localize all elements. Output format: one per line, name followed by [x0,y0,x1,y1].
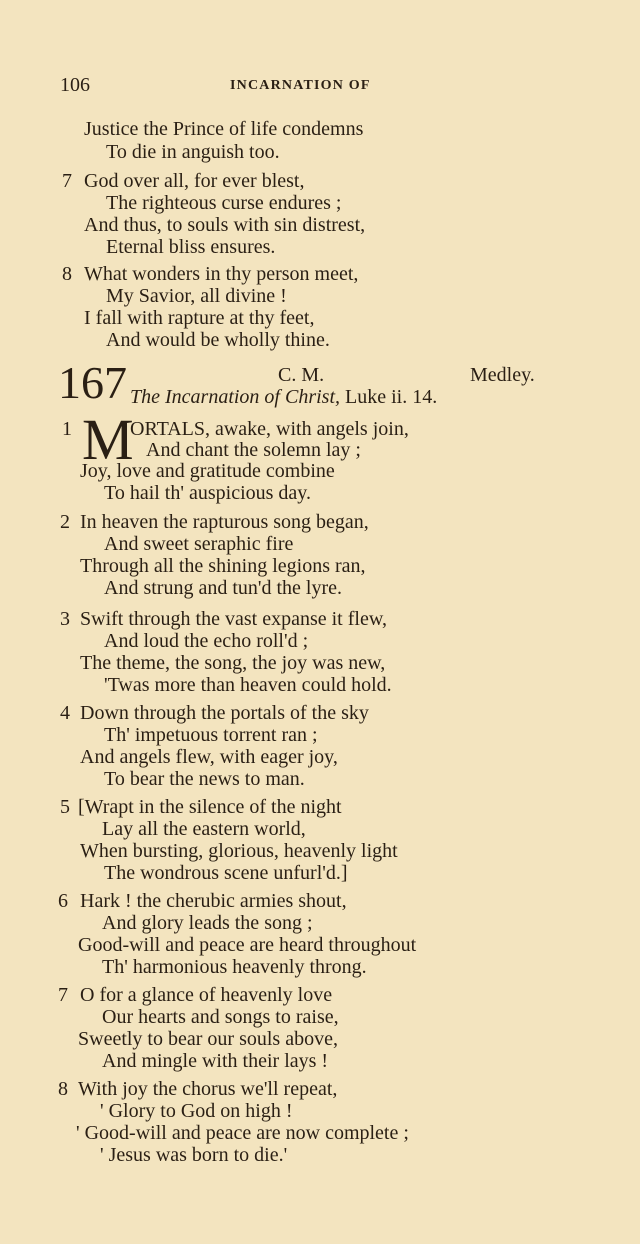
hymn-meter: C. M. [278,364,325,386]
verse-number: 1 [62,418,72,440]
verse-line: ORTALS, awake, with angels join, [130,418,409,440]
verse-number: 5 [60,796,70,818]
verse-number: 8 [62,263,72,285]
hymn-tune: Medley. [470,364,535,386]
verse-line: And mingle with their lays ! [102,1050,329,1072]
verse-line: The theme, the song, the joy was new, [80,652,386,674]
verse-line: 'Twas more than heaven could hold. [104,674,392,696]
verse-line: What wonders in thy person meet, [84,263,359,285]
hymn-subtitle-title: The Incarnation of Christ, [130,386,341,408]
verse-line: With joy the chorus we'll repeat, [78,1078,338,1100]
verse-line: The wondrous scene unfurl'd.] [104,862,348,884]
verse-line: And strung and tun'd the lyre. [104,577,343,599]
hymn-subtitle [130,386,437,409]
verse-line: In heaven the rapturous song began, [80,511,369,533]
page-header [60,74,560,100]
verse-number: 7 [62,170,72,192]
verse-number: 7 [58,984,68,1006]
verse-line: The righteous curse endures ; [106,192,342,214]
verse-line: When bursting, glorious, heavenly light [80,840,398,862]
verse-line: Down through the portals of the sky [80,702,369,724]
verse-line: Eternal bliss ensures. [106,236,276,258]
verse-line: And chant the solemn lay ; [146,439,361,461]
verse-line: Swift through the vast expanse it flew, [80,608,387,630]
verse-line: Justice the Prince of life condemns [84,118,364,140]
verse-line: And thus, to souls with sin distrest, [84,214,366,236]
verse-line: To bear the news to man. [104,768,305,790]
verse-line: And would be wholly thine. [106,329,330,351]
verse-line: Good-will and peace are heard throughout [78,934,417,956]
verse-line: I fall with rapture at thy feet, [84,307,315,329]
verse-line: To hail th' auspicious day. [104,482,311,504]
verse-line: Our hearts and songs to raise, [102,1006,339,1028]
drop-cap: M [82,407,134,472]
verse-line: And sweet seraphic fire [104,533,294,555]
verse-number: 2 [60,511,70,533]
verse-line: Lay all the eastern world, [102,818,306,840]
verse-line: Th' harmonious heavenly throng. [102,956,367,978]
verse-line: ' Jesus was born to die.' [100,1144,288,1166]
verse-number: 4 [60,702,70,724]
verse-line: Sweetly to bear our souls above, [78,1028,338,1050]
verse-number: 6 [58,890,68,912]
verse-line: Th' impetuous torrent ran ; [104,724,318,746]
verse-line: O for a glance of heavenly love [80,984,333,1006]
verse-line: And angels flew, with eager joy, [80,746,338,768]
verse-line: Joy, love and gratitude combine [80,460,335,482]
verse-line: My Savior, all divine ! [106,285,287,307]
verse-line: [Wrapt in the silence of the night [78,796,342,818]
hymn-number: 167 [58,357,127,408]
verse-number: 8 [58,1078,68,1100]
verse-line: Through all the shining legions ran, [80,555,366,577]
verse-line: ' Glory to God on high ! [100,1100,293,1122]
verse-line: Hark ! the cherubic armies shout, [80,890,347,912]
verse-line: ' Good-will and peace are now complete ; [76,1122,409,1144]
scripture-reference: Luke ii. 14. [345,386,438,408]
verse-number: 3 [60,608,70,630]
verse-line: To die in anguish too. [106,141,280,163]
page-number: 106 [60,74,90,96]
running-head: INCARNATION OF [230,78,371,93]
verse-line: And glory leads the song ; [102,912,313,934]
verse-line: And loud the echo roll'd ; [104,630,309,652]
verse-line: God over all, for ever blest, [84,170,305,192]
